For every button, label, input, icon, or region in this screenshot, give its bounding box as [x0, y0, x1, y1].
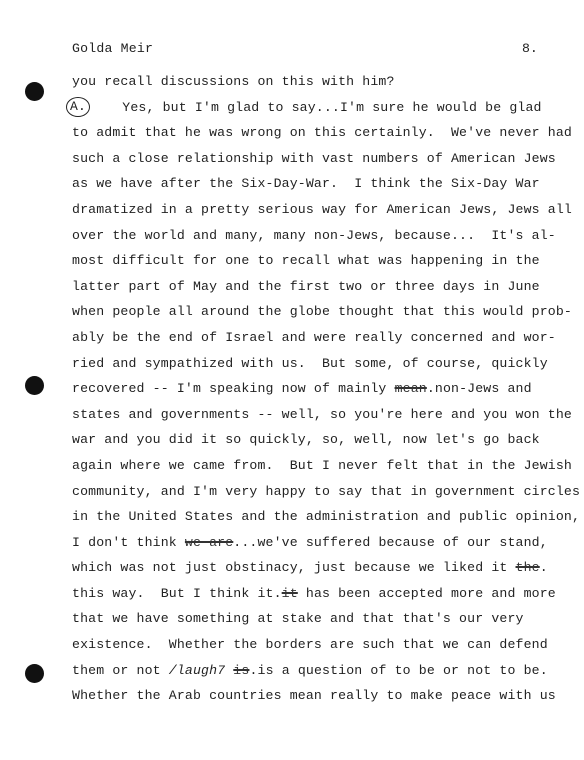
binder-hole-middle — [25, 376, 44, 395]
text-segment: . — [539, 560, 548, 576]
struck-text: the — [515, 560, 540, 576]
text-line — [72, 658, 572, 684]
text-segment: ...we've suffered because of our stand, — [233, 534, 548, 550]
text-line: when people all around the globe thought that this would prob- — [72, 304, 572, 320]
laugh-annotation: /laugh7 — [168, 662, 226, 678]
text-line: war and you did it so quickly, so, well, now let's go back — [72, 432, 540, 448]
struck-text: it — [281, 585, 298, 601]
struck-text: we are — [184, 534, 234, 550]
text-line — [72, 530, 572, 556]
binder-hole-bottom — [25, 664, 44, 683]
text-segment: this way. But I think it. — [72, 585, 282, 601]
header-name: Golda Meir — [72, 41, 154, 56]
text-line: again where we came from. But I never felt that in the Jewish — [72, 457, 572, 473]
text-segment: has been accepted more and more — [297, 585, 556, 601]
text-line: such a close relationship with vast numbers of American Jews — [72, 150, 556, 166]
text-segment: them or not — [72, 662, 169, 678]
text-line — [72, 95, 572, 121]
text-line: states and governments -- well, so you're here and you won the — [72, 406, 572, 422]
struck-text: mean — [394, 381, 427, 397]
text-line: Whether the Arab countries mean really to make peace with us — [72, 688, 556, 704]
text-line: ably be the end of Israel and were really concerned and wor- — [72, 329, 556, 345]
text-line: dramatized in a pretty serious way for American Jews, Jews all — [72, 201, 572, 217]
text-line: as we have after the Six-Day-War. I think the Six-Day War — [72, 176, 540, 192]
text-segment: .is a question of to be or not to be. — [249, 662, 548, 678]
binder-hole-top — [25, 82, 44, 101]
text-segment: .non-Jews and — [426, 381, 532, 397]
text-line: latter part of May and the first two or three days in June — [72, 278, 540, 294]
text-segment: recovered -- I'm speaking now of mainly — [72, 381, 395, 397]
transcript-body — [70, 69, 581, 709]
text-segment: which was not just obstinacy, just because we liked it — [72, 560, 516, 576]
text-line: ried and sympathized with us. But some, of course, quickly — [72, 355, 548, 371]
text-line: most difficult for one to recall what was happening in the — [72, 253, 540, 269]
answer-marker: A. — [66, 97, 90, 117]
text-line: community, and I'm very happy to say that in government circles — [72, 483, 581, 499]
page-number: 8. — [522, 41, 538, 56]
text-line — [72, 555, 572, 581]
text-line: you recall discussions on this with him? — [72, 74, 395, 89]
text-line: over the world and many, many non-Jews, because... It's al- — [72, 227, 556, 243]
text-segment: I don't think — [72, 534, 185, 550]
text-line: that we have something at stake and that that's our very — [72, 611, 524, 627]
struck-text: is — [233, 662, 250, 678]
text-line: in the United States and the administration and public opinion, — [72, 509, 581, 525]
text-line: existence. Whether the borders are such that we can defend — [72, 637, 548, 653]
text-line: to admit that he was wrong on this certainly. We've never had — [72, 125, 572, 141]
text-line — [72, 581, 572, 607]
text-segment: Yes, but I'm glad to say...I'm sure he would be glad — [90, 99, 542, 115]
text-line — [72, 376, 572, 402]
